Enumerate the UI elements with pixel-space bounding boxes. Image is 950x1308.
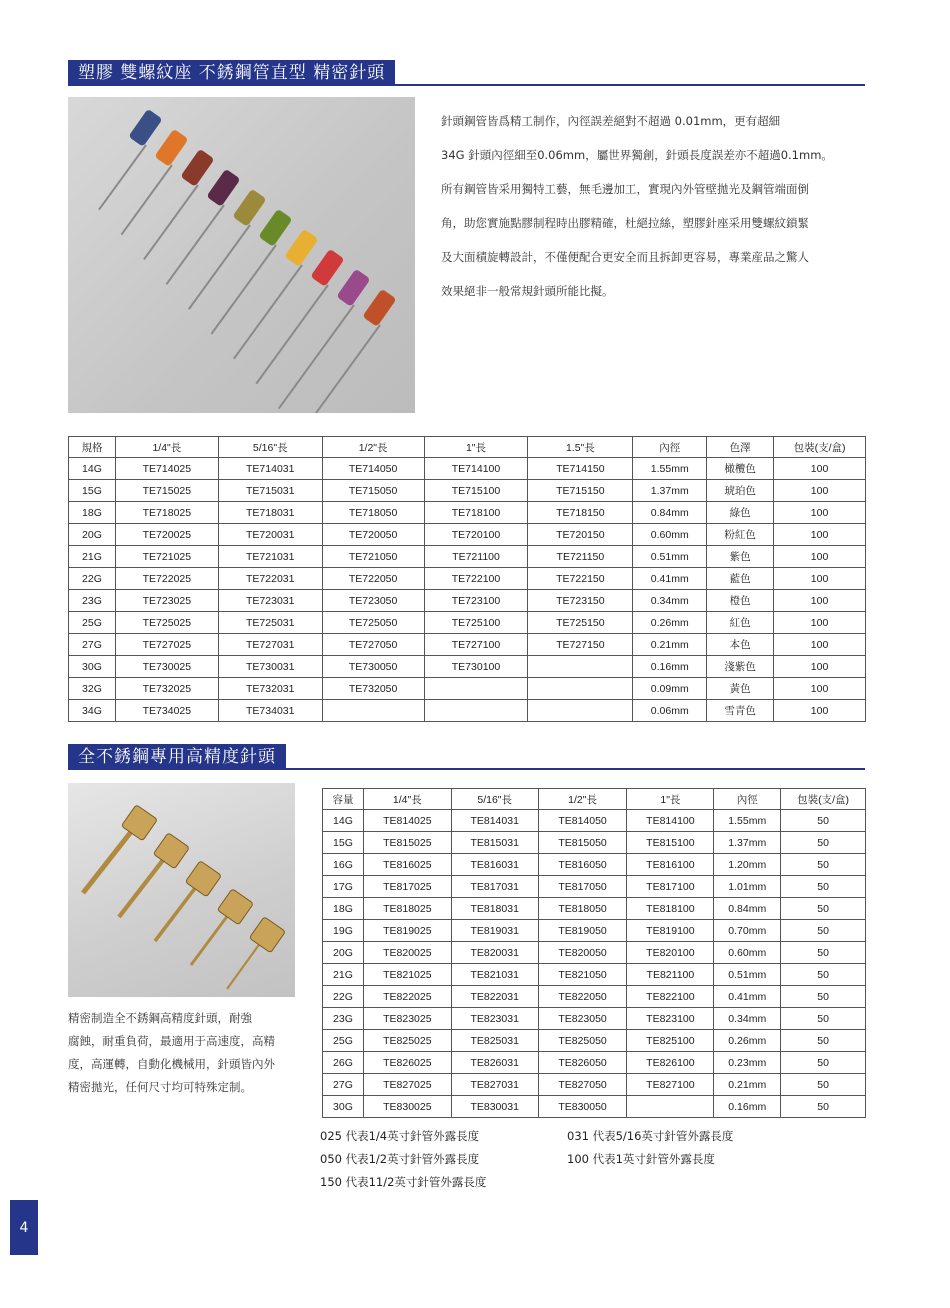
table1-row	[69, 678, 866, 700]
table2-cell: 0.70mm	[714, 920, 781, 942]
table1-row	[69, 634, 866, 656]
table1-cell: TE714050	[322, 458, 424, 480]
table1-cell: 1.55mm	[633, 458, 707, 480]
table2-cell: TE814025	[363, 810, 451, 832]
steel-needle-icon	[227, 917, 285, 989]
table1-row	[69, 612, 866, 634]
table1-cell: 0.41mm	[633, 568, 707, 590]
section2-description	[68, 1007, 298, 1099]
table2-cell: TE821100	[627, 964, 714, 986]
table2-cell: 14G	[323, 810, 364, 832]
table1-cell: 21G	[69, 546, 116, 568]
table2-cell: TE815025	[363, 832, 451, 854]
table1-cell: TE723100	[424, 590, 528, 612]
table1-cell: TE727100	[424, 634, 528, 656]
table1-header-cell: 5/16"長	[218, 437, 322, 458]
table2-row	[323, 964, 866, 986]
table2-cell: TE822025	[363, 986, 451, 1008]
section1-description-line: 針頭鋼管皆爲精工制作，內徑誤差絕對不超過 0.01mm，更有超細	[441, 114, 781, 128]
table1-cell: TE721031	[218, 546, 322, 568]
table2-cell: 0.16mm	[714, 1096, 781, 1118]
table2-cell: 23G	[323, 1008, 364, 1030]
table1-cell: TE720031	[218, 524, 322, 546]
table1-cell: TE720150	[528, 524, 633, 546]
table2-cell: 50	[781, 920, 866, 942]
table1-cell: TE718025	[115, 502, 218, 524]
table2-cell: TE830031	[451, 1096, 538, 1118]
table1-header-cell: 1"長	[424, 437, 528, 458]
table2-cell: TE818050	[538, 898, 627, 920]
table1-cell: TE720050	[322, 524, 424, 546]
section2-description-line: 腐蝕，耐重負荷，最適用于高速度，高精	[68, 1034, 275, 1048]
table1-cell: 100	[774, 700, 866, 722]
table2-cell: 1.37mm	[714, 832, 781, 854]
table1-row	[69, 590, 866, 612]
table1-cell: TE715100	[424, 480, 528, 502]
table2-cell: TE816031	[451, 854, 538, 876]
table2-cell: TE815050	[538, 832, 627, 854]
table2-cell: 22G	[323, 986, 364, 1008]
table2-cell: TE830025	[363, 1096, 451, 1118]
table2-cell: TE817050	[538, 876, 627, 898]
needle-icon	[189, 189, 267, 309]
table1-cell: TE714150	[528, 458, 633, 480]
table1-cell: 100	[774, 480, 866, 502]
table2-cell: TE825050	[538, 1030, 627, 1052]
table2-cell: 1.55mm	[714, 810, 781, 832]
table1-cell: TE725150	[528, 612, 633, 634]
table1-cell: TE723031	[218, 590, 322, 612]
table2-cell: TE820031	[451, 942, 538, 964]
table1-cell: TE722025	[115, 568, 218, 590]
table2-cell: 50	[781, 1074, 866, 1096]
table1-cell: 100	[774, 458, 866, 480]
needle-icon	[144, 149, 215, 260]
needle-icon	[301, 289, 396, 413]
table1-cell: TE720025	[115, 524, 218, 546]
table1-cell: TE722031	[218, 568, 322, 590]
steel-needle-icon	[155, 861, 221, 941]
table1-cell: 32G	[69, 678, 116, 700]
table1-row	[69, 546, 866, 568]
table1-cell: 1.37mm	[633, 480, 707, 502]
table2-cell: 21G	[323, 964, 364, 986]
table2-cell: TE814031	[451, 810, 538, 832]
table1-cell: 琥珀色	[707, 480, 774, 502]
table2-row	[323, 1008, 866, 1030]
table1-cell: TE722050	[322, 568, 424, 590]
table2-cell: TE821031	[451, 964, 538, 986]
steel-needles-photo	[68, 783, 295, 997]
table2-cell: 26G	[323, 1052, 364, 1074]
table2-row	[323, 832, 866, 854]
table2-row	[323, 920, 866, 942]
section1-description-line: 效果絕非一般常規針頭所能比擬。	[441, 284, 614, 298]
table2-cell: TE822050	[538, 986, 627, 1008]
table2-cell: TE821025	[363, 964, 451, 986]
table2-cell: TE823050	[538, 1008, 627, 1030]
table2-cell: TE823031	[451, 1008, 538, 1030]
table2-cell: TE826025	[363, 1052, 451, 1074]
table1-cell: 紫色	[707, 546, 774, 568]
table1-cell: TE718031	[218, 502, 322, 524]
table2-cell: 50	[781, 876, 866, 898]
table1-cell: TE721100	[424, 546, 528, 568]
table2-cell: TE819025	[363, 920, 451, 942]
table1-cell: 100	[774, 502, 866, 524]
table1-cell	[528, 656, 633, 678]
table2-header-cell: 1/2"長	[538, 789, 627, 810]
table2-cell: TE827100	[627, 1074, 714, 1096]
table1-cell: 綠色	[707, 502, 774, 524]
table2-cell: 0.26mm	[714, 1030, 781, 1052]
table2-cell: TE815031	[451, 832, 538, 854]
table1-cell: TE732025	[115, 678, 218, 700]
table1-cell: 100	[774, 590, 866, 612]
section2-description-line: 精密制造全不銹鋼高精度針頭，耐強	[68, 1011, 252, 1025]
table1-row	[69, 524, 866, 546]
table1-row	[69, 568, 866, 590]
table1-cell: 34G	[69, 700, 116, 722]
table2-cell: TE820025	[363, 942, 451, 964]
table1-cell: TE715025	[115, 480, 218, 502]
table1-cell: 23G	[69, 590, 116, 612]
table1-header-cell: 1.5"長	[528, 437, 633, 458]
table2-header-cell: 內徑	[714, 789, 781, 810]
table2-row	[323, 942, 866, 964]
table1-cell: 紅色	[707, 612, 774, 634]
table2-cell: 15G	[323, 832, 364, 854]
table1-cell: 橙色	[707, 590, 774, 612]
needle-icon	[256, 249, 344, 384]
table1-cell: TE718150	[528, 502, 633, 524]
needle-icon	[234, 229, 319, 359]
table1-cell: 15G	[69, 480, 116, 502]
table1-cell: TE730100	[424, 656, 528, 678]
table2-cell: 50	[781, 964, 866, 986]
table2-cell: 30G	[323, 1096, 364, 1118]
table2-row	[323, 986, 866, 1008]
table2-cell: TE825100	[627, 1030, 714, 1052]
plastic-needles-photo	[68, 97, 415, 413]
table1-cell: 粉紅色	[707, 524, 774, 546]
table1-cell: 27G	[69, 634, 116, 656]
table1-cell: 0.34mm	[633, 590, 707, 612]
table1-cell: 30G	[69, 656, 116, 678]
table1-cell: 0.60mm	[633, 524, 707, 546]
table2-cell: TE827025	[363, 1074, 451, 1096]
table2-cell: 1.20mm	[714, 854, 781, 876]
table1-cell	[528, 678, 633, 700]
table1-cell: 雪青色	[707, 700, 774, 722]
steel-needle-spec-table	[322, 788, 866, 1118]
table1-cell: 黃色	[707, 678, 774, 700]
table1-cell: 100	[774, 612, 866, 634]
section1-title: 塑膠 雙螺紋座 不銹鋼管直型 精密針頭	[68, 60, 395, 86]
table2-cell: TE818025	[363, 898, 451, 920]
table2-header-cell: 1/4"長	[363, 789, 451, 810]
section1-description-line: 及大面積旋轉設計，不僅便配合更安全而且拆卸更容易，專業産品之驚人	[441, 250, 809, 264]
table1-cell: TE722100	[424, 568, 528, 590]
page-number: 4	[10, 1200, 38, 1255]
table2-cell: 50	[781, 1096, 866, 1118]
table2-cell: TE823025	[363, 1008, 451, 1030]
table1-cell: TE732031	[218, 678, 322, 700]
table2-cell: TE821050	[538, 964, 627, 986]
table1-cell: 0.51mm	[633, 546, 707, 568]
table2-cell: 20G	[323, 942, 364, 964]
table1-cell: 14G	[69, 458, 116, 480]
table1-cell: TE715150	[528, 480, 633, 502]
table2-cell: TE825025	[363, 1030, 451, 1052]
table1-cell	[322, 700, 424, 722]
table1-cell: TE730050	[322, 656, 424, 678]
table1-cell: 100	[774, 656, 866, 678]
table2-row	[323, 898, 866, 920]
table1-cell: TE725050	[322, 612, 424, 634]
table1-cell: 藍色	[707, 568, 774, 590]
table1-cell: 0.84mm	[633, 502, 707, 524]
table1-cell: 0.21mm	[633, 634, 707, 656]
section2-header	[68, 744, 865, 770]
table2-cell: TE830050	[538, 1096, 627, 1118]
table1-cell: TE730025	[115, 656, 218, 678]
table2-cell: 27G	[323, 1074, 364, 1096]
table2-cell: 18G	[323, 898, 364, 920]
table2-header-cell: 5/16"長	[451, 789, 538, 810]
section2-title: 全不銹鋼專用高精度針頭	[68, 744, 286, 770]
table1-cell: TE718050	[322, 502, 424, 524]
table1-cell: 橄欖色	[707, 458, 774, 480]
table1-header-cell: 1/2"長	[322, 437, 424, 458]
table1-cell: 本色	[707, 634, 774, 656]
table1-cell: TE718100	[424, 502, 528, 524]
table1-row	[69, 502, 866, 524]
table1-cell: TE720100	[424, 524, 528, 546]
needle-icon	[211, 209, 292, 334]
table2-cell: 0.34mm	[714, 1008, 781, 1030]
table1-cell: TE734025	[115, 700, 218, 722]
table1-header-cell: 包裝(支/盒)	[774, 437, 866, 458]
table2-row	[323, 854, 866, 876]
plastic-needles-illustration	[68, 97, 415, 413]
note-100: 100 代表1英寸針管外露長度	[567, 1152, 715, 1166]
table1-cell: TE727025	[115, 634, 218, 656]
table2-header-cell: 包裝(支/盒)	[781, 789, 866, 810]
note-150: 150 代表11/2英寸針管外露長度	[320, 1175, 487, 1189]
table1-header-cell: 色澤	[707, 437, 774, 458]
table2-cell: 0.84mm	[714, 898, 781, 920]
note-025: 025 代表1/4英寸針管外露長度	[320, 1129, 480, 1143]
table2-cell: 0.23mm	[714, 1052, 781, 1074]
table2-cell	[627, 1096, 714, 1118]
table2-cell: 50	[781, 986, 866, 1008]
table1-cell	[424, 700, 528, 722]
section2-description-line: 度，高運轉，自動化機械用，針頭皆內外	[68, 1057, 275, 1071]
table2-cell: TE820100	[627, 942, 714, 964]
table2-cell: TE817025	[363, 876, 451, 898]
table1-row	[69, 656, 866, 678]
table2-cell: TE819050	[538, 920, 627, 942]
table1-cell: TE714031	[218, 458, 322, 480]
table1-cell: 100	[774, 546, 866, 568]
table2-row	[323, 810, 866, 832]
table1-cell: 100	[774, 678, 866, 700]
table2-cell: 0.41mm	[714, 986, 781, 1008]
table2-cell: 0.60mm	[714, 942, 781, 964]
table1-cell: 0.09mm	[633, 678, 707, 700]
needle-icon	[99, 109, 163, 210]
section2-description-line: 精密拋光，任何尺寸均可特殊定制。	[68, 1080, 252, 1094]
table1-cell: 22G	[69, 568, 116, 590]
table1-cell: TE730031	[218, 656, 322, 678]
table1-cell: 0.16mm	[633, 656, 707, 678]
table1-cell: TE723150	[528, 590, 633, 612]
table2-cell: TE817031	[451, 876, 538, 898]
table1-row	[69, 480, 866, 502]
table1-cell: TE721050	[322, 546, 424, 568]
table2-cell: TE818100	[627, 898, 714, 920]
table2-cell: TE814050	[538, 810, 627, 832]
table1-cell: TE721150	[528, 546, 633, 568]
table2-header-cell: 容量	[323, 789, 364, 810]
table1-cell: 20G	[69, 524, 116, 546]
table1-cell: TE727031	[218, 634, 322, 656]
section1-rule	[395, 84, 865, 86]
table1-cell: 100	[774, 524, 866, 546]
table2-cell: TE816025	[363, 854, 451, 876]
section1-description-line: 34G 針頭內徑細至0.06mm，屬世界獨創，針頭長度誤差亦不超過0.1mm。	[441, 148, 833, 162]
table1-cell: 100	[774, 634, 866, 656]
table2-cell: 50	[781, 1008, 866, 1030]
table2-cell: TE818031	[451, 898, 538, 920]
section2-rule	[286, 768, 865, 770]
table2-cell: 50	[781, 810, 866, 832]
table1-header-cell: 1/4"長	[115, 437, 218, 458]
table1-header-cell: 規格	[69, 437, 116, 458]
table2-cell: TE826100	[627, 1052, 714, 1074]
table2-cell: TE819031	[451, 920, 538, 942]
table2-cell: 50	[781, 832, 866, 854]
table2-cell: 16G	[323, 854, 364, 876]
table2-cell: TE827050	[538, 1074, 627, 1096]
table1-cell: 淺紫色	[707, 656, 774, 678]
table1-cell	[528, 700, 633, 722]
table2-cell: TE822100	[627, 986, 714, 1008]
section1-description	[441, 104, 871, 308]
table2-cell: TE826031	[451, 1052, 538, 1074]
table2-cell: 25G	[323, 1030, 364, 1052]
table2-row	[323, 1052, 866, 1074]
code-notes	[320, 1128, 860, 1198]
table1-cell: TE715031	[218, 480, 322, 502]
needle-icon	[121, 129, 188, 235]
steel-needles-illustration	[68, 783, 295, 997]
table2-cell: 17G	[323, 876, 364, 898]
table1-cell: TE727150	[528, 634, 633, 656]
table2-cell: TE816100	[627, 854, 714, 876]
section1-header	[68, 60, 865, 86]
table2-cell: TE816050	[538, 854, 627, 876]
table1-cell: 0.06mm	[633, 700, 707, 722]
section1-description-line: 所有鋼管皆采用獨特工藝，無毛邊加工，實現內外管壁拋光及鋼管端面倒	[441, 182, 809, 196]
table2-row	[323, 1030, 866, 1052]
table1-header-cell: 內徑	[633, 437, 707, 458]
table2-cell: TE819100	[627, 920, 714, 942]
section1-description-line: 角，助您實施點膠制程時出膠精確，杜絕拉絲，塑膠針座采用雙螺紋鎖緊	[441, 216, 809, 230]
note-031: 031 代表5/16英寸針管外露長度	[567, 1129, 734, 1143]
table1-cell: TE734031	[218, 700, 322, 722]
table2-cell: 1.01mm	[714, 876, 781, 898]
table1-cell: 18G	[69, 502, 116, 524]
table2-header-cell: 1"長	[627, 789, 714, 810]
table2-cell: 50	[781, 942, 866, 964]
table1-cell: TE723025	[115, 590, 218, 612]
plastic-needle-spec-table	[68, 436, 866, 722]
table1-cell: TE725025	[115, 612, 218, 634]
table2-cell: TE825031	[451, 1030, 538, 1052]
table2-row	[323, 1074, 866, 1096]
table2-cell: TE822031	[451, 986, 538, 1008]
table1-cell: TE714025	[115, 458, 218, 480]
table1-cell: TE723050	[322, 590, 424, 612]
table2-cell: TE817100	[627, 876, 714, 898]
table2-cell: 50	[781, 1052, 866, 1074]
table2-cell: 0.21mm	[714, 1074, 781, 1096]
note-050: 050 代表1/2英寸針管外露長度	[320, 1152, 480, 1166]
table1-cell: TE722150	[528, 568, 633, 590]
table2-cell: TE820050	[538, 942, 627, 964]
table1-cell: TE732050	[322, 678, 424, 700]
table1-cell: TE725100	[424, 612, 528, 634]
table2-cell: TE815100	[627, 832, 714, 854]
table1-row	[69, 458, 866, 480]
table1-cell: TE715050	[322, 480, 424, 502]
table2-cell: TE826050	[538, 1052, 627, 1074]
table2-cell: TE823100	[627, 1008, 714, 1030]
table1-cell: TE725031	[218, 612, 322, 634]
table1-cell: 0.26mm	[633, 612, 707, 634]
table2-cell: 0.51mm	[714, 964, 781, 986]
table1-row	[69, 700, 866, 722]
table1-cell: TE721025	[115, 546, 218, 568]
table2-row	[323, 876, 866, 898]
table1-cell	[424, 678, 528, 700]
table1-cell: TE727050	[322, 634, 424, 656]
table2-cell: TE827031	[451, 1074, 538, 1096]
table2-cell: 50	[781, 854, 866, 876]
table2-row	[323, 1096, 866, 1118]
table1-cell: 100	[774, 568, 866, 590]
needle-icon	[166, 169, 240, 285]
table2-cell: TE814100	[627, 810, 714, 832]
steel-needle-icon	[191, 889, 253, 965]
table1-cell: 25G	[69, 612, 116, 634]
table2-cell: 50	[781, 898, 866, 920]
table2-cell: 50	[781, 1030, 866, 1052]
steel-needle-icon	[119, 833, 189, 917]
table2-cell: 19G	[323, 920, 364, 942]
table1-cell: TE714100	[424, 458, 528, 480]
